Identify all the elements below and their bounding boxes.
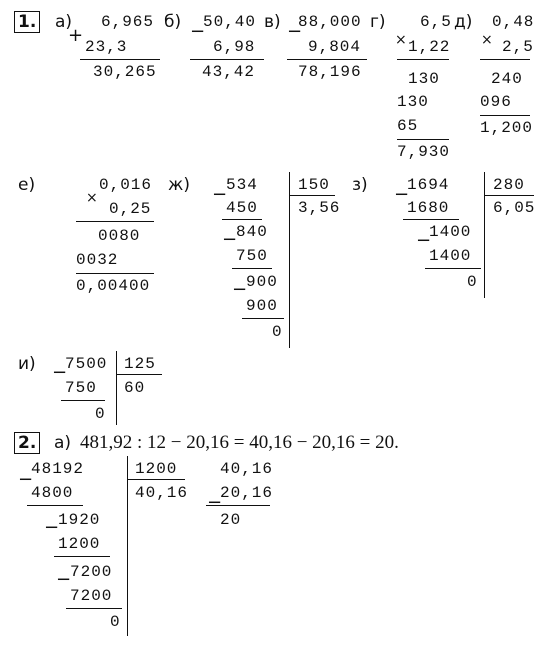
a-sum-line [80,59,160,60]
a-operand-2: 23,3 [85,38,128,56]
p2-step-3: 1200 [58,535,101,553]
g-result: 7,930 [397,143,451,161]
p2-line-3 [66,608,122,609]
d-result: 1,200 [480,119,534,137]
d-partial-2: 096 [480,93,512,111]
b-result-line [190,59,264,60]
label-a: а) [55,12,73,32]
p2-sub-result: 20 [220,511,242,529]
p2-quotient-line [127,479,185,480]
g-partial-1: 130 [408,70,440,88]
label-d: д) [454,12,473,32]
i-quotient: 60 [124,379,146,397]
z-minus-1: − [394,184,410,205]
zh-step-4: 900 [246,273,278,291]
i-line-1 [61,400,105,401]
label-zh: ж) [168,175,190,195]
zh-line-1 [222,219,262,220]
z-remainder: 0 [467,273,478,291]
v-operand-1: 88,000 [298,13,362,31]
plus-sign: + [68,25,84,46]
zh-step-1: 450 [226,199,258,217]
a-operand-1: 6,965 [101,13,155,31]
e-line-2 [76,273,154,274]
v-operand-2: 9,804 [308,38,362,56]
label-i: и) [18,354,36,374]
zh-minus-2: − [222,229,238,250]
times-sign-d: × [481,32,493,48]
label-e: е) [18,175,36,195]
p2-step-1: 4800 [31,484,74,502]
e-operand-1: 0,016 [99,176,153,194]
g-operand-2: 1,22 [408,38,451,56]
zh-line-3 [242,318,284,319]
z-line-1 [403,219,459,220]
problem-2-equation: 481,92 : 12 − 20,16 = 40,16 − 20,16 = 20. [80,432,399,453]
z-divisor: 280 [493,176,525,194]
zh-remainder: 0 [272,323,283,341]
b-result: 43,42 [202,63,256,81]
d-line-2 [480,115,530,116]
problem-number-2: 2. [14,432,40,454]
e-partial-2: 0032 [76,251,119,269]
b-operand-2: 6,98 [213,38,256,56]
p2-remainder: 0 [110,613,121,631]
z-line-2 [425,268,481,269]
z-quotient-line [484,195,534,196]
z-divider [484,172,485,298]
times-sign-e: × [86,190,98,206]
p2-sub-minus: − [207,492,223,513]
problem-number-1: 1. [14,11,40,33]
p2-line-1 [27,505,83,506]
p2-dividend: 48192 [31,460,85,478]
i-divisor: 125 [124,355,156,373]
zh-divider [289,172,290,348]
i-remainder: 0 [95,405,106,423]
label-b: б) [164,12,182,32]
zh-dividend: 534 [226,176,258,194]
z-step-3: 1400 [429,247,472,265]
p2-quotient: 40,16 [135,484,189,502]
e-line-1 [76,221,154,222]
e-result: 0,00400 [76,277,151,295]
zh-line-2 [232,268,272,269]
label-v: в) [264,12,281,32]
zh-step-3: 750 [236,247,268,265]
i-dividend: 7500 [65,355,108,373]
p2-divider [127,456,128,636]
d-line-1 [480,59,530,60]
zh-divisor: 150 [298,176,330,194]
zh-step-5: 900 [246,297,278,315]
z-step-1: 1680 [407,199,450,217]
i-quotient-line [116,374,162,375]
i-minus-1: − [52,362,68,383]
p2-sub-operand-1: 40,16 [220,460,274,478]
e-operand-2: 0,25 [109,200,152,218]
v-result: 78,196 [298,63,362,81]
zh-step-2: 840 [236,223,268,241]
d-operand-2: 2,5 [502,38,534,56]
b-operand-1: 50,40 [203,13,257,31]
i-divider [116,351,117,425]
z-dividend: 1694 [407,176,450,194]
g-partial-3: 65 [397,117,419,135]
zh-quotient: 3,56 [298,199,341,217]
p2-minus-3: − [56,569,72,590]
p2-step-2: 1920 [58,511,101,529]
a-result: 30,265 [93,63,157,81]
g-operand-1: 6,5 [420,13,452,31]
label-g: г) [370,12,386,32]
p2-step-4: 7200 [70,563,113,581]
p2-line-2 [54,556,110,557]
p2-step-5: 7200 [70,587,113,605]
g-line-1 [397,59,449,60]
times-sign-g: × [395,32,407,48]
z-step-2: 1400 [429,223,472,241]
z-minus-2: − [416,230,432,251]
p2-divisor: 1200 [135,460,178,478]
v-result-line [287,59,367,60]
d-partial-1: 240 [491,70,523,88]
g-line-2 [397,139,449,140]
zh-minus-3: − [232,279,248,300]
z-quotient: 6,05 [493,199,536,217]
p2-sub-line [206,505,270,506]
p2-minus-1: − [18,469,34,490]
p2-minus-2: − [44,517,60,538]
zh-minus-1: − [212,184,228,205]
label-z: з) [352,175,368,195]
p2-sub-operand-2: 20,16 [220,484,274,502]
minus-sign-v: − [287,21,303,42]
minus-sign-b: − [190,21,206,42]
i-step-1: 750 [65,379,97,397]
zh-quotient-line [289,195,335,196]
e-partial-1: 0080 [98,227,141,245]
d-operand-1: 0,48 [492,13,535,31]
label-2a: а) [54,433,72,453]
g-partial-2: 130 [397,93,429,111]
